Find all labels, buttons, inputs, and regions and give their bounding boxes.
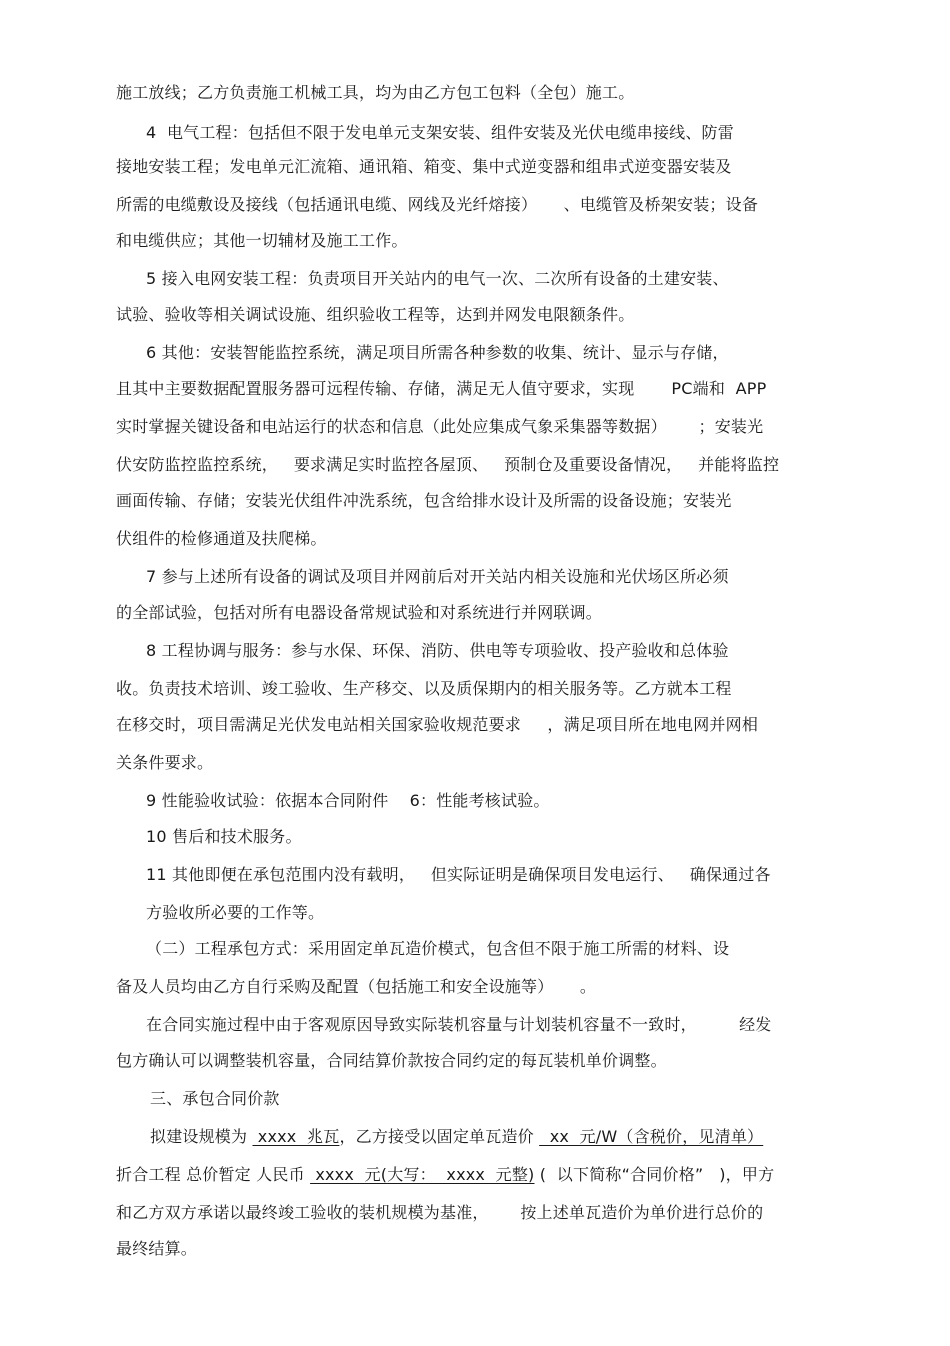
text-line: 且其中主要数据配置服务器可远程传输、存储，满足无人值守要求，实现 PC端和 APP (116, 379, 767, 398)
text-line: 接地安装工程；发电单元汇流箱、通讯箱、箱变、集中式逆变器和组串式逆变器安装及 (116, 157, 732, 176)
text-line: 5 接入电网安装工程：负责项目开关站内的电气一次、二次所有设备的土建安装、 (146, 269, 729, 288)
text-line: 和电缆供应；其他一切辅材及施工工作。 (116, 231, 408, 250)
unit-price-field: xx 元/W（含税价，见清单） (539, 1127, 764, 1146)
section-heading: 三、承包合同价款 (150, 1089, 280, 1108)
text-span: 折合工程 总价暂定 人民币 (116, 1165, 311, 1184)
text-line: 9 性能验收试验：依据本合同附件 6：性能考核试验。 (146, 791, 550, 810)
text-line: 在移交时，项目需满足光伏发电站相关国家验收规范要求 ，满足项目所在地电网并网相 (116, 715, 759, 734)
text-line: 10 售后和技术服务。 (146, 827, 302, 846)
text-line: 画面传输、存储；安装光伏组件冲洗系统，包含给排水设计及所需的设备设施；安装光 (116, 491, 732, 510)
text-line: 试验、验收等相关调试设施、组织验收工程等，达到并网发电限额条件。 (116, 305, 635, 324)
text-line: 伏安防监控监控系统， 要求满足实时监控各屋顶、 预制仓及重要设备情况， 并能将监控 (116, 455, 780, 474)
text-span: 拟建设规模为 (150, 1127, 253, 1146)
text-span: ，乙方接受以固定单瓦造价 (339, 1127, 540, 1146)
text-line: 和乙方双方承诺以最终竣工验收的装机规模为基准， 按上述单瓦造价为单价进行总价的 (116, 1203, 764, 1222)
text-line: 收。负责技术培训、竣工验收、生产移交、以及质保期内的相关服务等。乙方就本工程 (116, 679, 732, 698)
price-line-2 (116, 1164, 774, 1186)
text-line: 在合同实施过程中由于客观原因导致实际装机容量与计划装机容量不一致时， 经发 (146, 1015, 772, 1034)
text-line: 的全部试验，包括对所有电器设备常规试验和对系统进行并网联调。 (116, 603, 603, 622)
text-line: 伏组件的检修通道及扶爬梯。 (116, 529, 327, 548)
scale-field: xxxx 兆瓦 (252, 1127, 340, 1146)
text-line: 方验收所必要的工作等。 (146, 903, 325, 922)
text-line: 11 其他即便在承包范围内没有载明， 但实际证明是确保项目发电运行、 确保通过各 (146, 865, 771, 884)
total-price-field: xxxx 元(大写： xxxx 元整) (310, 1165, 535, 1184)
text-line: 7 参与上述所有设备的调试及项目并网前后对开关站内相关设施和光伏场区所必须 (146, 567, 729, 586)
text-line: 最终结算。 (116, 1239, 198, 1258)
text-line: 所需的电缆敷设及接线（包括通讯电缆、网线及光纤熔接） 、电缆管及桥架安装；设备 (116, 195, 759, 214)
text-line: 实时掌握关键设备和电站运行的状态和信息（此处应集成气象采集器等数据） ；安装光 (116, 417, 764, 436)
text-line: 施工放线；乙方负责施工机械工具，均为由乙方包工包料（全包）施工。 (116, 83, 635, 102)
text-line: 关条件要求。 (116, 753, 214, 772)
text-line: 8 工程协调与服务：参与水保、环保、消防、供电等专项验收、投产验收和总体验 (146, 641, 729, 660)
text-line: 备及人员均由乙方自行采购及配置（包括施工和安全设施等） 。 (116, 977, 597, 996)
text-span: ( 以下简称“合同价格” )，甲方 (534, 1165, 775, 1184)
text-line: 包方确认可以调整装机容量，合同结算价款按合同约定的每瓦装机单价调整。 (116, 1051, 667, 1070)
text-line: 6 其他：安装智能监控系统，满足项目所需各种参数的收集、统计、显示与存储， (146, 343, 729, 362)
text-line: （二）工程承包方式：采用固定单瓦造价模式，包含但不限于施工所需的材料、设 (146, 939, 730, 958)
text-line: 4 电气工程：包括但不限于发电单元支架安装、组件安装及光伏电缆串接线、防雷 (146, 123, 734, 142)
price-line-1 (150, 1126, 763, 1148)
